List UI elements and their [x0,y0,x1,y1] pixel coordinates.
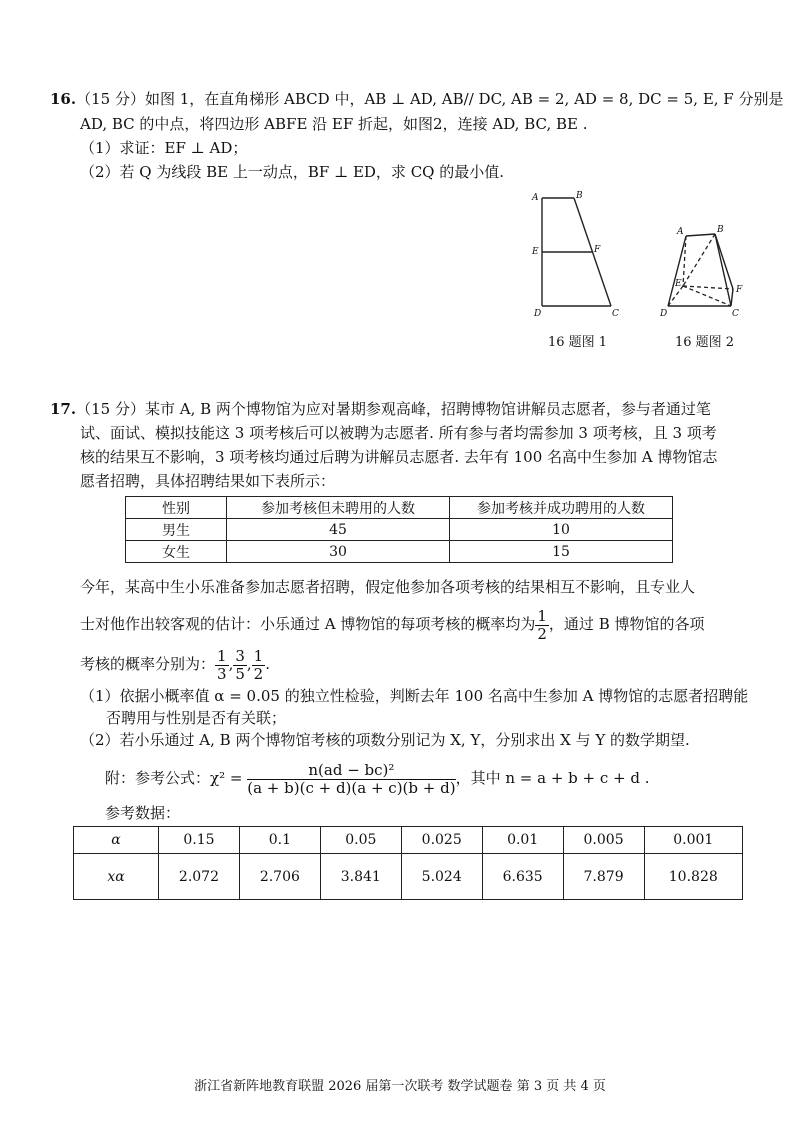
fig2-label-e: E [675,279,682,289]
x-alpha-header-cell: xα [74,854,159,900]
q16-figure-1-caption: 16 题图 1 [548,335,608,350]
formula-numerator: n(ad − bc)² [247,762,455,780]
fraction-one-third [215,648,229,683]
q17-para-2-text-b: ，通过 B 博物馆的各项 [548,615,705,633]
recruitment-table [125,496,673,563]
fraction-denominator: 2 [537,624,547,643]
table-cell: 0.001 [644,827,742,854]
fig2-label-d: D [660,309,668,319]
table-row [126,497,673,519]
table-row [126,541,673,563]
table-cell: 10.828 [644,854,742,900]
q17-text-1: （15 分）某市 A, B 两个博物馆为应对暑期参观高峰，招聘博物馆讲解员志愿者，参与者通过笔 [76,400,711,418]
q17-para-1: 今年，某高中生小乐准备参加志愿者招聘，假定他参加各项考核的结果相互不影响，且专业人 [80,578,696,596]
table-header-cell: 参加考核但未聘用的人数 [227,497,450,519]
fig1-label-a: A [532,193,539,203]
table-cell: 女生 [126,541,227,563]
fig2-edge-ec [683,286,731,306]
table-cell: 3.841 [320,854,401,900]
fraction-one-half [252,648,266,683]
q16-sub-1: （1）求证：EF ⊥ AD； [80,139,248,157]
reference-data-label: 参考数据： [105,804,181,822]
q17-number: 17. [50,400,77,418]
fig2-edge-ab [686,234,715,236]
fig2-edge-bc [715,234,731,306]
table-cell: 男生 [126,519,227,541]
fig2-label-f: F [736,285,743,295]
table-row [74,827,743,854]
q17-line-1 [50,398,711,420]
fraction-numerator: 3 [235,646,245,665]
table-cell: 0.1 [239,827,320,854]
fig1-label-f: F [594,245,601,255]
table-header-cell: 性别 [126,497,227,519]
fraction-numerator: 1 [537,606,547,625]
q16-line-2: AD, BC 的中点，将四边形 ABFE 沿 EF 折起，如图2，连接 AD, BC, BE . [80,115,588,133]
table-cell: 0.01 [482,827,563,854]
critical-values-table [73,826,743,900]
fig1-label-b: B [576,191,583,201]
table-cell: 6.635 [482,854,563,900]
q16-text-1: （15 分）如图 1，在直角梯形 ABCD 中，AB ⊥ AD, AB// DC, AB = 2, AD = 8, DC = 5, E, F 分别是 [76,90,784,108]
q17-line-4: 愿者招聘，具体招聘结果如下表所示： [80,472,336,490]
formula-suffix: ，其中 n = a + b + c + d . [455,769,650,787]
fig2-edge-bf [715,234,733,289]
fig2-label-c: C [732,309,739,319]
table-cell: 0.05 [320,827,401,854]
formula-prefix: 附：参考公式：χ² = [105,769,243,787]
table-cell: 5.024 [401,854,482,900]
q17-sub-2: （2）若小乐通过 A, B 两个博物馆考核的项数分别记为 X, Y，分别求出 X 与 Y 的数学期望. [80,731,690,749]
q16-figure-2-caption: 16 题图 2 [675,335,735,350]
fig2-label-a: A [677,227,684,237]
table-cell: 7.879 [563,854,644,900]
q16-sub-2: （2）若 Q 为线段 BE 上一动点，BF ⊥ ED，求 CQ 的最小值. [80,163,505,181]
fraction-denominator: 2 [253,664,264,683]
q17-sub-1a: （1）依据小概率值 α = 0.05 的独立性检验，判断去年 100 名高中生参加 A 博物馆的志愿者招聘能 [80,687,749,705]
fraction-half [535,608,549,643]
fig2-edge-fc [731,289,733,306]
fraction-numerator: 1 [253,646,264,665]
table-cell: 0.025 [401,827,482,854]
fraction-numerator: 1 [217,646,227,665]
fig2-label-b: B [717,225,724,235]
table-cell: 2.706 [239,854,320,900]
q16-figure-2 [655,220,750,325]
q17-para-3: 考核的概率分别为： $\frac{1}{3}$ , $\frac{3}{5}$ , $\frac{1}{2}$ . [80,646,270,683]
table-cell: 15 [450,541,673,563]
table-row [126,519,673,541]
table-cell: 0.005 [563,827,644,854]
fig1-label-c: C [612,309,619,319]
q17-para-3-text: 考核的概率分别为： [80,655,216,673]
fig1-label-d: D [534,309,542,319]
fraction-three-fifths [233,648,247,683]
q17-para-2 [80,606,704,643]
table-cell: 45 [227,519,450,541]
q17-para-2-text-a: 士对他作出较客观的估计：小乐通过 A 博物馆的每项考核的概率均为 [80,615,536,633]
q17-sub-1b: 否聘用与性别是否有关联； [106,709,287,727]
table-cell: 30 [227,541,450,563]
fig1-label-e: E [532,247,539,257]
fig2-edge-be [683,234,715,286]
table-row [74,854,743,900]
formula-denominator: (a + b)(c + d)(a + c)(b + d) [247,778,456,797]
q16-line-1 [50,88,783,110]
chi-square-fraction [247,762,455,797]
q16-number: 16. [50,90,77,108]
fraction-denominator: 3 [217,664,227,683]
q17-formula [105,758,650,798]
q17-line-3: 核的结果互不影响，3 项考核均通过后聘为讲解员志愿者. 去年有 100 名高中生参加 A 博物馆志 [80,448,718,466]
table-cell: 2.072 [159,854,240,900]
q16-figure-1 [520,188,640,323]
table-cell: 0.15 [159,827,240,854]
fraction-denominator: 5 [235,664,245,683]
table-header-cell: 参加考核并成功聘用的人数 [450,497,673,519]
page-footer: 浙江省新阵地教育联盟 2026 届第一次联考 数学试题卷 第 3 页 共 4 页 [194,1079,606,1094]
q17-line-2: 试、面试、模拟技能这 3 项考核后可以被聘为志愿者. 所有参与者均需参加 3 项考核，且 3 项考 [80,424,717,442]
table-cell: 10 [450,519,673,541]
alpha-header-cell: α [74,827,159,854]
